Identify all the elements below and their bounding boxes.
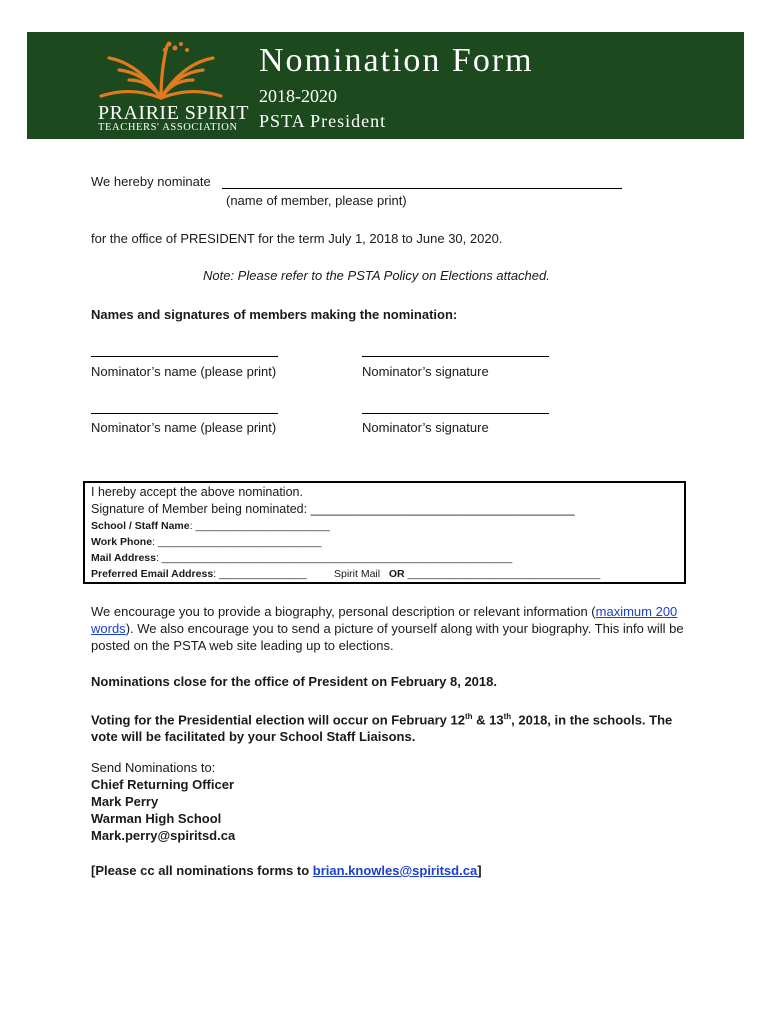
or-label: OR [388, 568, 405, 580]
spirit-mail-label: Spirit Mail [334, 568, 381, 580]
spirit-mail-blank: _________________________________ [404, 568, 601, 580]
nominator-2-name-field[interactable] [91, 413, 278, 414]
voting-info: Voting for the Presidential election will occur on February 12th & 13th, 2018, in the schools. The vote will be facilitated by your School Staff Liaisons. [91, 712, 673, 745]
school-staff-field[interactable] [91, 520, 330, 532]
nominator-1-name-field[interactable] [91, 356, 278, 357]
recipient-email: Mark.perry@spiritsd.ca [91, 828, 236, 843]
nominate-label: We hereby nominate [91, 174, 211, 189]
biography-paragraph: We encourage you to provide a biography, personal description or relevant information (maximum 200 words). We also encourage you to send a picture of yourself along with your biography. This info will be posted on the PSTA web site leading up to elections. [91, 604, 684, 653]
header-banner [27, 32, 744, 139]
nominator-1-signature-field[interactable] [362, 356, 549, 357]
office-line: for the office of PRESIDENT for the term July 1, 2018 to June 30, 2020. [91, 231, 503, 246]
nominee-name-hint: (name of member, please print) [226, 193, 407, 208]
cc-email-link[interactable]: brian.knowles@spiritsd.ca [312, 863, 478, 878]
nominator-2-signature-field[interactable] [362, 413, 549, 414]
page-title: Nomination Form [259, 42, 534, 79]
work-phone-field[interactable] [91, 536, 321, 548]
nominator-1-name-label: Nominator’s name (please print) [91, 364, 277, 379]
mail-address-blank: : ____________________________________________________________ [155, 552, 513, 564]
nominator-1-signature-label: Nominator’s signature [362, 364, 489, 379]
work-phone-label: Work Phone [91, 536, 153, 548]
word-limit-text: maximum 200 words [91, 604, 678, 636]
nominations-close: Nominations close for the office of President on February 8, 2018. [91, 674, 497, 689]
school-staff-label: School / Staff Name [91, 520, 190, 532]
work-phone-blank: : ____________________________ [152, 536, 322, 548]
org-subtitle: TEACHERS' ASSOCIATION [98, 122, 238, 133]
mail-address-field[interactable] [91, 552, 512, 564]
preferred-email-label: Preferred Email Address [91, 568, 214, 580]
org-name: PRAIRIE SPIRIT [98, 102, 249, 124]
school-staff-blank: : _______________________ [189, 520, 330, 532]
policy-note: Note: Please refer to the PSTA Policy on Elections attached. [203, 268, 550, 283]
preferred-email-field[interactable] [91, 568, 307, 580]
nominee-signature-field[interactable]: Signature of Member being nominated: ______________________________________ [91, 502, 575, 516]
acceptance-statement: I hereby accept the above nomination. [91, 485, 303, 499]
send-to-label: Send Nominations to: [91, 760, 216, 775]
spirit-mail-field[interactable] [334, 568, 600, 580]
office-name: PSTA President [259, 111, 387, 131]
nominator-2-signature-label: Nominator’s signature [362, 420, 489, 435]
mail-address-label: Mail Address [91, 552, 156, 564]
recipient-name: Mark Perry [91, 794, 159, 809]
recipient-school: Warman High School [91, 811, 222, 826]
nominator-2-name-label: Nominator’s name (please print) [91, 420, 277, 435]
preferred-email-blank: : _______________ [213, 568, 307, 580]
nominee-name-field[interactable] [222, 188, 622, 189]
recipient-title: Chief Returning Officer [91, 777, 235, 792]
signatures-heading: Names and signatures of members making the nomination: [91, 307, 458, 322]
term-years: 2018-2020 [259, 86, 337, 106]
cc-instruction: [Please cc all nominations forms to brian.knowles@spiritsd.ca] [91, 863, 482, 878]
